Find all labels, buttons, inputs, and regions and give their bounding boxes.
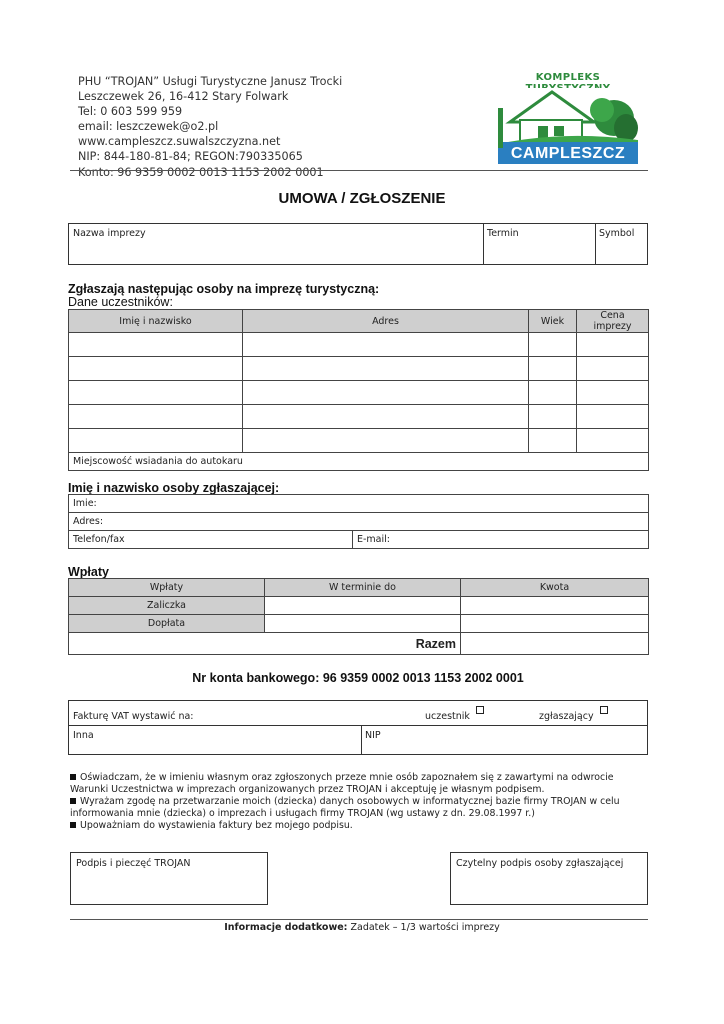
invoice-option-participant[interactable] bbox=[425, 711, 484, 722]
col-header: Cena imprezy bbox=[577, 310, 649, 333]
invoice-option-applicant-label: zgłaszający bbox=[539, 711, 594, 722]
invoice-other-field[interactable]: Inna bbox=[73, 730, 94, 741]
applicant-signature-box[interactable] bbox=[450, 852, 648, 905]
table-row bbox=[69, 405, 649, 429]
deposit-date-cell[interactable] bbox=[265, 597, 461, 615]
age-cell[interactable] bbox=[529, 429, 577, 453]
company-phone: Tel: 0 603 599 959 bbox=[78, 105, 183, 119]
declaration-item: Upoważniam do wystawienia faktury bez mojego podpisu. bbox=[70, 820, 648, 832]
applicant-heading: Imię i nazwisko osoby zgłaszającej: bbox=[68, 481, 280, 495]
company-name: PHU “TROJAN” Usługi Turystyczne Janusz Trocki bbox=[78, 75, 343, 88]
age-cell[interactable] bbox=[529, 381, 577, 405]
price-cell[interactable] bbox=[577, 357, 649, 381]
name-cell[interactable] bbox=[69, 333, 243, 357]
table-row bbox=[69, 333, 649, 357]
footer-label: Informacje dodatkowe: bbox=[224, 922, 348, 933]
surcharge-date-cell[interactable] bbox=[265, 615, 461, 633]
event-divider bbox=[483, 224, 484, 264]
bullet-icon bbox=[70, 822, 76, 828]
checkbox-icon[interactable] bbox=[476, 706, 484, 714]
applicant-address-field[interactable]: Adres: bbox=[69, 513, 649, 531]
name-cell[interactable] bbox=[69, 381, 243, 405]
invoice-divider bbox=[69, 725, 647, 726]
event-box bbox=[68, 223, 648, 265]
trojan-signature-box[interactable] bbox=[70, 852, 268, 905]
footer-text: Zadatek – 1/3 wartości imprezy bbox=[350, 922, 500, 933]
invoice-divider bbox=[361, 725, 362, 754]
address-cell[interactable] bbox=[243, 381, 529, 405]
invoice-box bbox=[68, 700, 648, 755]
payments-heading: Wpłaty bbox=[68, 565, 109, 579]
company-info bbox=[78, 74, 342, 180]
address-cell[interactable] bbox=[243, 357, 529, 381]
price-cell[interactable] bbox=[577, 429, 649, 453]
age-cell[interactable] bbox=[529, 357, 577, 381]
header-divider bbox=[70, 170, 648, 171]
age-cell[interactable] bbox=[529, 333, 577, 357]
payments-table bbox=[68, 578, 649, 655]
table-row bbox=[69, 381, 649, 405]
invoice-nip-field[interactable]: NIP bbox=[365, 730, 381, 741]
participants-heading: Zgłaszają następując osoby na imprezę turystyczną: bbox=[68, 282, 380, 296]
surcharge-amount-cell[interactable] bbox=[461, 615, 649, 633]
invoice-label: Fakturę VAT wystawić na: bbox=[73, 711, 194, 722]
bank-account: Nr konta bankowego: 96 9359 0002 0013 1153 2002 0001 bbox=[192, 671, 524, 685]
name-cell[interactable] bbox=[69, 357, 243, 381]
name-cell[interactable] bbox=[69, 429, 243, 453]
invoice-option-participant-label: uczestnik bbox=[425, 711, 470, 722]
company-nip-regon: NIP: 844-180-81-84; REGON:790335065 bbox=[78, 150, 303, 164]
footer-info bbox=[0, 922, 724, 933]
col-header: Adres bbox=[243, 310, 529, 333]
checkbox-icon[interactable] bbox=[600, 706, 608, 714]
logo-title: KOMPLEKS bbox=[535, 72, 601, 83]
document-title: UMOWA / ZGŁOSZENIE bbox=[278, 190, 446, 207]
col-header: W terminie do bbox=[265, 579, 461, 597]
declaration-item: Oświadczam, że w imieniu własnym oraz zgłoszonych przeze mnie osób zapoznałem się z zawartymi na odwrocie Warunki Uczestnictwa w imprezach organizowanych przez TROJAN i akceptuję je własnym podpisem. bbox=[70, 772, 614, 795]
event-symbol-label: Symbol bbox=[599, 228, 635, 239]
table-row bbox=[69, 429, 649, 453]
address-cell[interactable] bbox=[243, 333, 529, 357]
applicant-email-field[interactable]: E-mail: bbox=[353, 531, 649, 549]
applicant-name-field[interactable]: Imie: bbox=[69, 495, 649, 513]
pickup-place-field[interactable]: Miejscowość wsiadania do autokaru bbox=[69, 453, 649, 471]
price-cell[interactable] bbox=[577, 405, 649, 429]
company-address: Leszczewek 26, 16-412 Stary Folwark bbox=[78, 90, 289, 104]
company-account: Konto: 96 9359 0002 0013 1153 2002 0001 bbox=[78, 165, 324, 179]
deposit-label: Zaliczka bbox=[69, 597, 265, 615]
participants-subheading: Dane uczestników: bbox=[68, 295, 173, 309]
event-divider bbox=[595, 224, 596, 264]
col-header: Kwota bbox=[461, 579, 649, 597]
trojan-signature-label: Podpis i pieczęć TROJAN bbox=[76, 858, 191, 869]
col-header: Imię i nazwisko bbox=[69, 310, 243, 333]
col-header: Wiek bbox=[529, 310, 577, 333]
surcharge-label: Dopłata bbox=[69, 615, 265, 633]
participants-table bbox=[68, 309, 649, 471]
declarations bbox=[70, 772, 648, 832]
col-header: Wpłaty bbox=[69, 579, 265, 597]
table-row bbox=[69, 357, 649, 381]
total-label: Razem bbox=[69, 633, 461, 655]
logo-brand: CAMPLESZCZ bbox=[510, 145, 626, 162]
bullet-icon bbox=[70, 798, 76, 804]
campleszcz-logo bbox=[494, 70, 642, 166]
address-cell[interactable] bbox=[243, 429, 529, 453]
price-cell[interactable] bbox=[577, 381, 649, 405]
bullet-icon bbox=[70, 774, 76, 780]
company-website: www.campleszcz.suwalszczyzna.net bbox=[78, 135, 281, 149]
event-term-label: Termin bbox=[487, 228, 519, 239]
price-cell[interactable] bbox=[577, 333, 649, 357]
address-cell[interactable] bbox=[243, 405, 529, 429]
declaration-item: Wyrażam zgodę na przetwarzanie moich (dziecka) danych osobowych w informatycznej bazie firmy TROJAN w celu informowania mnie (dziecka) o imprezach i usługach firmy TROJAN (wg ustawy z dn. 29.08.1997 r.) bbox=[70, 796, 620, 819]
total-amount-cell[interactable] bbox=[461, 633, 649, 655]
footer-divider bbox=[70, 919, 648, 920]
applicant-phone-field[interactable]: Telefon/fax bbox=[69, 531, 353, 549]
name-cell[interactable] bbox=[69, 405, 243, 429]
deposit-amount-cell[interactable] bbox=[461, 597, 649, 615]
company-email: email: leszczewek@o2.pl bbox=[78, 120, 219, 134]
applicant-signature-label: Czytelny podpis osoby zgłaszającej bbox=[456, 858, 624, 869]
applicant-table bbox=[68, 494, 649, 549]
age-cell[interactable] bbox=[529, 405, 577, 429]
invoice-option-applicant[interactable] bbox=[539, 711, 608, 722]
event-name-label: Nazwa imprezy bbox=[73, 228, 146, 239]
